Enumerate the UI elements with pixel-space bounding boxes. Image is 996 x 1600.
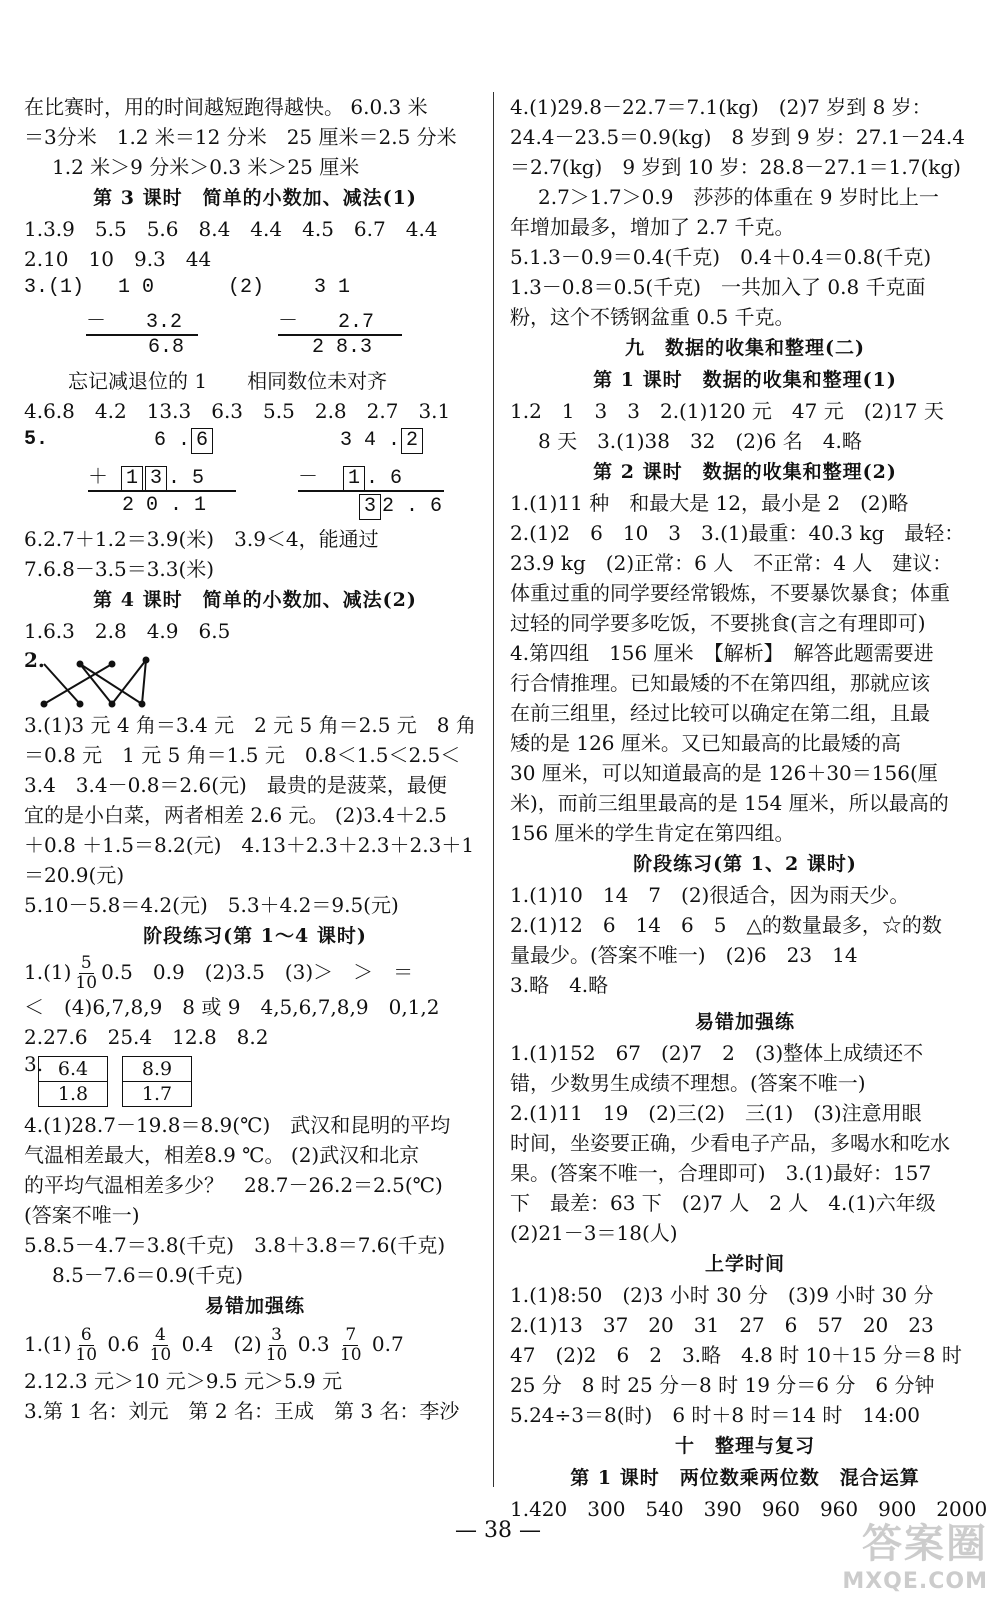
c3-tail: . 5 xyxy=(168,467,205,490)
c3-box3: 3 xyxy=(145,466,167,492)
lesson-heading: 第 2 课时 数据的收集和整理(2) xyxy=(593,461,897,483)
text-line: 5.1.3－0.9＝0.4(千克) 0.4＋0.4＝0.8(千克) xyxy=(510,245,932,269)
fraction-denominator: 10 xyxy=(149,1345,172,1365)
text-line: 156 厘米的学生肯定在第四组。 xyxy=(510,821,795,845)
text-line: 行合情推理。已知最矮的不在第四组，那就应该 xyxy=(510,671,930,695)
lesson-heading: 第 3 课时 简单的小数加、减法(1) xyxy=(93,187,417,209)
c3-box2: 1 xyxy=(121,466,143,492)
text-line: 宜的是小白菜，两者相差 2.6 元。 (2)3.4＋2.5 xyxy=(24,803,447,827)
c3-bar xyxy=(88,490,236,492)
fraction xyxy=(75,954,97,993)
calc1-op: － 3.2 xyxy=(86,311,183,334)
text-line: 矮的是 126 厘米。又已知最高的比最矮的高 xyxy=(510,731,901,755)
text-line: 的平均气温相差多少？ 28.7－26.2＝2.5(℃) xyxy=(24,1173,443,1197)
text-line: 1.3.9 5.5 5.6 8.4 4.4 4.5 6.7 4.4 xyxy=(24,217,438,241)
fraction xyxy=(340,1326,362,1365)
text-line: 4.6.8 4.2 13.3 6.3 5.5 2.8 2.7 3.1 xyxy=(24,399,451,423)
q3-label: 3.(1) xyxy=(24,276,85,299)
stage-heading: 阶段练习(第 1、2 课时) xyxy=(633,853,857,875)
text-line: 1.(1)11 种 和最大是 12，最小是 2 (2)略 xyxy=(510,491,909,515)
text-line: 5.24÷3＝8(时) 6 时＋8 时＝14 时 14:00 xyxy=(510,1403,920,1427)
fraction-numerator: 6 xyxy=(80,1325,92,1345)
text-line: 1.420 300 540 390 960 960 900 2000 xyxy=(510,1497,988,1521)
lesson-heading: 第 1 课时 两位数乘两位数 混合运算 xyxy=(570,1467,920,1489)
match-line xyxy=(80,664,142,704)
fraction-numerator: 4 xyxy=(155,1325,166,1345)
text-line: 6.2.7＋1.2＝3.9(米) 3.9＜4，能通过 xyxy=(24,527,379,551)
text-line: 1.2 1 3 3 2.(1)120 元 47 元 (2)17 天 xyxy=(510,399,944,423)
c3-row2 xyxy=(88,460,204,492)
match-line xyxy=(142,660,146,704)
calc1-result: 6.8 xyxy=(148,336,185,359)
text-line: 5.10－5.8＝4.2(元) 5.3＋4.2＝9.5(元) xyxy=(24,893,399,917)
c4-result-tail: 2 . 6 xyxy=(382,495,443,518)
text-line: 1.2 米＞9 分米＞0.3 米＞25 厘米 xyxy=(52,155,360,179)
section-heading: 上学时间 xyxy=(704,1253,785,1275)
calc2-top: 3 1 xyxy=(314,276,351,299)
text-line: 果。(答案不唯一，合理即可) 3.(1)最好：157 xyxy=(510,1161,932,1185)
vertical-calc-q3 xyxy=(24,274,486,366)
text-line: 1.(1)152 67 (2)7 2 (3)整体上成绩还不 xyxy=(510,1041,924,1065)
text-line: 4.第四组 156 厘米 【解析】 解答此题需要进 xyxy=(510,641,934,665)
c3-top xyxy=(154,428,214,454)
match-dot xyxy=(78,662,83,667)
text-line: ＝2.7(kg) 9 岁到 10 岁：28.8－27.1＝1.7(kg) xyxy=(510,155,961,179)
calc1-top: 1 0 xyxy=(118,276,155,299)
text-line: 4.(1)28.7－19.8＝8.9(℃) 武汉和昆明的平均 xyxy=(24,1113,451,1137)
text-line: (2)21－3＝18(人) xyxy=(510,1221,678,1245)
c4-tail: . 6 xyxy=(366,467,403,490)
fraction-denominator: 10 xyxy=(265,1345,288,1365)
text-line: 1.(1)10 14 7 (2)很适合，因为雨天少。 xyxy=(510,883,910,907)
e1q1-value: 0.4 (2) xyxy=(181,1332,262,1356)
page-number: — 38 — xyxy=(455,1518,541,1543)
text-line: ＝0.8 元 1 元 5 角＝1.5 元 0.8＜1.5＜2.5＜ xyxy=(24,743,461,767)
text-line: 量最少。(答案不唯一) (2)6 23 14 xyxy=(510,943,858,967)
text-line: 23.9 kg (2)正常：6 人 不正常：4 人 建议： xyxy=(510,551,953,575)
text-line: 3.(1)3 元 4 角＝3.4 元 2 元 5 角＝2.5 元 8 角 xyxy=(24,713,476,737)
number-box-b xyxy=(122,1056,192,1107)
match-line xyxy=(112,660,146,704)
text-line: 米)，而前三组里最高的是 154 厘米，所以最高的 xyxy=(510,791,949,815)
text-line: 1.3－0.8＝0.5(千克) 一共加入了 0.8 千克面 xyxy=(510,275,926,299)
text-line: 气温相差最大，相差8.9 ℃。 (2)武汉和北京 xyxy=(24,1143,420,1167)
text-line: 在比赛时，用的时间越短跑得越快。 6.0.3 米 xyxy=(24,95,428,119)
matching-lines-svg xyxy=(24,646,184,710)
fraction xyxy=(150,1326,172,1365)
fraction-numerator: 3 xyxy=(271,1325,282,1345)
fraction-numerator: 7 xyxy=(345,1325,357,1345)
stacked-boxes xyxy=(24,1052,486,1110)
watermark-title: 答案圈 xyxy=(862,1521,988,1567)
error-heading: 易错加强练 xyxy=(694,1011,795,1033)
match-dot xyxy=(42,702,47,707)
watermark-logo xyxy=(842,1512,988,1594)
text-line: 2.(1)11 19 (2)三(2) 三(1) (3)注意用眼 xyxy=(510,1101,922,1125)
fraction xyxy=(75,1326,97,1365)
c4-top-digits: 3 4 . xyxy=(340,429,401,452)
box-a-bottom: 1.8 xyxy=(57,1083,89,1105)
text-line: 过轻的同学要多吃饭，不要挑食(言之有理即可) xyxy=(510,611,926,635)
text-line: ＝20.9(元) xyxy=(24,863,125,887)
calc2-result: 2 8.3 xyxy=(312,336,373,359)
lesson-heading: 第 4 课时 简单的小数加、减法(2) xyxy=(93,589,417,611)
c4-box1: 2 xyxy=(401,428,423,454)
text-line xyxy=(24,952,486,992)
box-a-top: 6.4 xyxy=(39,1057,107,1082)
e1q1-prefix: 1.(1) xyxy=(24,1332,72,1356)
text-line: 2.27.6 25.4 12.8 8.2 xyxy=(24,1025,269,1049)
stage-heading: 阶段练习(第 1～4 课时) xyxy=(143,925,367,947)
column-divider xyxy=(493,92,494,1487)
text-line: 错，少数男生成绩不理想。(答案不唯一) xyxy=(510,1071,866,1095)
c3-top-digits: 6 . xyxy=(154,429,191,452)
text-line: 2.(1)2 6 10 3 3.(1)最重：40.3 kg 最轻： xyxy=(510,521,965,545)
box-b-top: 8.9 xyxy=(123,1057,191,1082)
match-dot xyxy=(110,662,115,667)
match-line xyxy=(44,664,112,704)
c4-top xyxy=(340,428,424,454)
c3-result: 2 0 . 1 xyxy=(122,494,207,517)
match-dot xyxy=(78,702,83,707)
matching-lines-diagram xyxy=(24,646,486,710)
fraction-denominator: 10 xyxy=(75,1345,98,1365)
s1q3-label: 3. xyxy=(24,1052,44,1076)
text-line: ＜ (4)6,7,8,9 8 或 9 4,5,6,7,8,9 0,1,2 xyxy=(24,995,440,1019)
text-line: 下 最差：63 下 (2)7 人 2 人 4.(1)六年级 xyxy=(510,1191,936,1215)
match-dot xyxy=(110,702,115,707)
calc2-op: － 2.7 xyxy=(278,311,375,334)
left-column xyxy=(24,92,486,1426)
text-line: 7.6.8－3.5＝3.3(米) xyxy=(24,557,215,581)
fraction xyxy=(266,1326,288,1365)
box-b-bottom: 1.7 xyxy=(141,1083,173,1105)
text-line: 47 (2)2 6 2 3.略 4.8 时 10＋15 分＝8 时 xyxy=(510,1343,962,1367)
text-line: 年增加最多，增加了 2.7 千克。 xyxy=(510,215,795,239)
unit-heading: 十 整理与复习 xyxy=(674,1435,815,1457)
c4-box2: 1 xyxy=(343,466,365,492)
text-line: 8 天 3.(1)38 32 (2)6 名 4.略 xyxy=(538,429,862,453)
text-line: 4.(1)29.8－22.7＝7.1(kg) (2)7 岁到 8 岁： xyxy=(510,95,932,119)
text-line: ＝3分米 1.2 米＝12 分米 25 厘米＝2.5 分米 xyxy=(24,125,457,149)
text-line: 在前三组里，经过比较可以确定在第二组，且最 xyxy=(510,701,930,725)
e1q1-value: 0.6 xyxy=(107,1332,140,1356)
text-line xyxy=(24,1322,486,1366)
text-line: 3.4 3.4－0.8＝2.6(元) 最贵的是菠菜，最便 xyxy=(24,773,447,797)
e1q1-value: 0.3 xyxy=(297,1332,330,1356)
text-line: 30 厘米，可以知道最高的是 126＋30＝156(厘 xyxy=(510,761,938,785)
match-dot xyxy=(144,658,149,663)
text-line: (答案不唯一) xyxy=(24,1203,140,1227)
text-line: 2.10 10 9.3 44 xyxy=(24,247,212,271)
text-line: 5.8.5－4.7＝3.8(千克) 3.8＋3.8＝7.6(千克) xyxy=(24,1233,446,1257)
c4-row2 xyxy=(298,460,402,492)
text-line: 3.略 4.略 xyxy=(510,973,609,997)
match-line xyxy=(44,664,80,704)
c4-minus: － xyxy=(298,467,318,490)
text-line: 2.(1)12 6 14 6 5 △的数量最多，☆的数 xyxy=(510,913,942,937)
text-line: 24.4－23.5＝0.9(kg) 8 岁到 9 岁：27.1－24.4 xyxy=(510,125,965,149)
match-dot xyxy=(140,702,145,707)
c4-result xyxy=(358,494,442,520)
q5-label: 5. xyxy=(24,428,49,451)
text-line: ＋0.8 ＋1.5＝8.2(元) 4.13＋2.3＋2.3＋2.3＋1 xyxy=(24,833,475,857)
text-line: 1.(1)8:50 (2)3 小时 30 分 (3)9 小时 30 分 xyxy=(510,1283,934,1307)
match-line xyxy=(80,664,112,704)
q3-2-label: (2) xyxy=(228,276,265,299)
text-line: 时间，坐姿要正确，少看电子产品，多喝水和吃水 xyxy=(510,1131,950,1155)
text-line: 2.(1)13 37 20 31 27 6 57 20 23 xyxy=(510,1313,934,1337)
fraction-denominator: 10 xyxy=(75,973,98,993)
c4-bar xyxy=(298,490,444,492)
text-line: 粉，这个不锈钢盆重 0.5 千克。 xyxy=(510,305,795,329)
l4q2-label: 2. xyxy=(24,648,45,672)
error-heading: 易错加强练 xyxy=(204,1295,305,1317)
watermark-url: MXQE.COM xyxy=(842,1569,988,1594)
text-line: 3.第 1 名：刘元 第 2 名：王成 第 3 名：李沙 xyxy=(24,1399,460,1423)
fraction-numerator: 5 xyxy=(80,953,92,973)
vertical-calc-q5 xyxy=(24,426,486,524)
lesson-heading: 第 1 课时 数据的收集和整理(1) xyxy=(593,369,897,391)
e1q1-value: 0.7 xyxy=(371,1332,404,1356)
text-line: 25 分 8 时 25 分－8 时 19 分＝6 分 6 分钟 xyxy=(510,1373,935,1397)
c3-plus: ＋ xyxy=(88,467,108,490)
text-line: 忘记减退位的 1 相同数位未对齐 xyxy=(68,369,388,393)
right-column xyxy=(510,92,988,1524)
text-line: 体重过重的同学要经常锻炼，不要暴饮暴食；体重 xyxy=(510,581,950,605)
text-line: 1.6.3 2.8 4.9 6.5 xyxy=(24,619,231,643)
s1q1-rest: 0.5 0.9 (2)3.5 (3)＞ ＞ ＝ xyxy=(101,960,414,984)
unit-heading: 九 数据的收集和整理(二) xyxy=(625,337,865,359)
s1q1-prefix: 1.(1) xyxy=(24,960,72,984)
c4-box3: 3 xyxy=(359,494,381,520)
number-box-a xyxy=(38,1056,108,1107)
text-line: 8.5－7.6＝0.9(千克) xyxy=(52,1263,244,1287)
c3-box1: 6 xyxy=(191,428,213,454)
fraction-denominator: 10 xyxy=(339,1345,362,1365)
text-line: 2.7＞1.7＞0.9 莎莎的体重在 9 岁时比上一 xyxy=(538,185,939,209)
text-line: 2.12.3 元＞10 元＞9.5 元＞5.9 元 xyxy=(24,1369,343,1393)
